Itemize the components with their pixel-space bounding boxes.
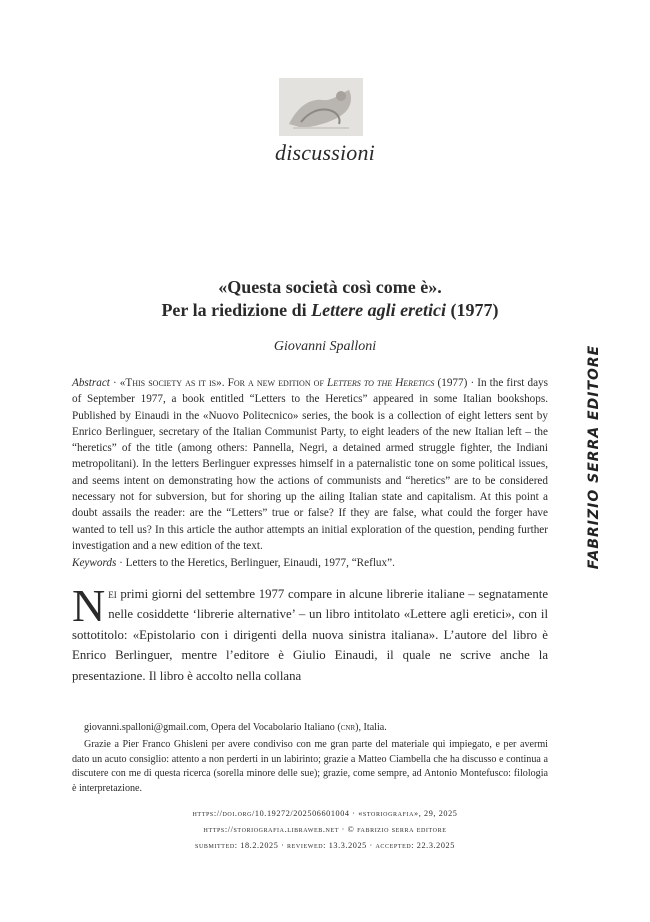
doi-line: https://doi.org/10.19272/202506601004 · «storiografia», 29, 2025 <box>192 809 458 818</box>
keywords-text: · Letters to the Heretics, Berlinguer, Einaudi, 1977, “Reflux”. <box>116 557 395 570</box>
drop-cap: N <box>72 580 106 631</box>
footnote-affiliation: giovanni.spalloni@gmail.com, Opera del Vocabolario Italiano (cnr), Italia. <box>84 722 387 733</box>
copyright-vertical <box>573 232 615 682</box>
journal-emblem-image <box>279 78 363 136</box>
abstract-work-title: Letters to the Heretics <box>327 377 435 389</box>
footnote-thanks: Grazie a Pier Franco Ghisleni per avere condiviso con me gran parte del materiale qui impiegato, e per avermi dato un acuto consiglio: attento a non perderti in un labirinto; grazie a Matteo Ciambella che ha discusso e continua a discutere con me di questa ricerca (sorella minore delle sue); grazie, come sempre, ad Antonio Montefusco: filologia è interpretazione. <box>72 738 548 795</box>
footnotes <box>72 721 548 799</box>
article-title <box>90 276 570 322</box>
keywords-label: Keywords <box>72 557 117 570</box>
article-author: Giovanni Spalloni <box>273 339 377 354</box>
copyright-text: FABRIZIO SERRA EDITORE <box>586 344 602 570</box>
abstract <box>72 375 548 572</box>
abstract-label: Abstract <box>72 377 110 389</box>
title-line-1: «Questa società così come è». <box>218 277 442 297</box>
body-paragraph: Nei primi giorni del settembre 1977 compare in alcune librerie italiane – segnatamente nelle cosiddette ‘librerie alternative’ – un libro intitolato «Lettere agli eretici», con il sottotitolo: «Epistolario con i dirigenti della nuova sinistra italiana». L’autore del libro è Enrico Berlinguer, mentre l’editore è Giulio Einaudi, il quale ne scrive anche la presentazione. Il libro è accolto nella collana <box>72 580 548 683</box>
journal-url-line: https://storiografia.libraweb.net · © fabrizio serra editore <box>203 825 447 834</box>
abstract-heading: This society as it is <box>125 377 217 389</box>
body-text <box>72 580 548 686</box>
dates-line: submitted: 18.2.2025 · reviewed: 13.3.2025 · accepted: 22.3.2025 <box>195 841 455 850</box>
abstract-text: · In the first days of September 1977, a book entitled “Letters to the Heretics” appeared in some Italian bookshops. Published by Einaudi in the «Nuovo Politecnico» series, the book is a collection of eight letters sent by Enrico Berlinguer, secretary of the Italian Communist Party, to eight leaders of the new Italian left – the “heretics” of the title (among others: Pannella, Negri, a detained armed struggle fighter, the Indiani metropolitani). In the letters Berlinguer expresses himself in a paternalistic tone on some political issues, and seems intent on demonstrating how the actions of communists and “heretics” are to be considered necessary not for subversion, but for shoring up the ailing Italian state and capitalism. At this point a doubt assails the reader: are the “Letters” true or false? If they are false, what could the forger have wanted to tell us? In this article the author attempts an initial exploration of the question, pending further investigation and a new edition of the text. <box>72 377 549 552</box>
section-heading: discussioni <box>275 140 375 165</box>
lead-smallcaps: ei <box>108 587 117 601</box>
keywords <box>72 555 548 571</box>
title-line-2: Per la riedizione di Lettere agli eretici (1977) <box>161 300 499 320</box>
abstract-paragraph: Abstract · «This society as it is». For a new edition of Letters to the Heretics (1977) · In the first days of September 1977, a book entitled “Letters to the Heretics” appeared in some Italian bookshops. Published by Einaudi in the «Nuovo Politecnico» series, the book is a collection of eight letters sent by Enrico Berlinguer, secretary of the Italian Communist Party, to eight leaders of the new Italian left – the “heretics” of the title (among others: Pannella, Negri, a detained armed struggle fighter, the Indiani metropolitani). In the letters Berlinguer expresses himself in a paternalistic tone on some political issues, and seems intent on demonstrating how the actions of communists and “heretics” are to be considered necessary not for subversion, but for shoring up the ailing Italian state and capitalism. At this point a doubt assails the reader: are the “Letters” true or false? If they are false, what could the forger have wanted to tell us? In this article the author attempts an initial exploration of the question, pending further investigation and a new edition of the text. <box>72 377 549 552</box>
